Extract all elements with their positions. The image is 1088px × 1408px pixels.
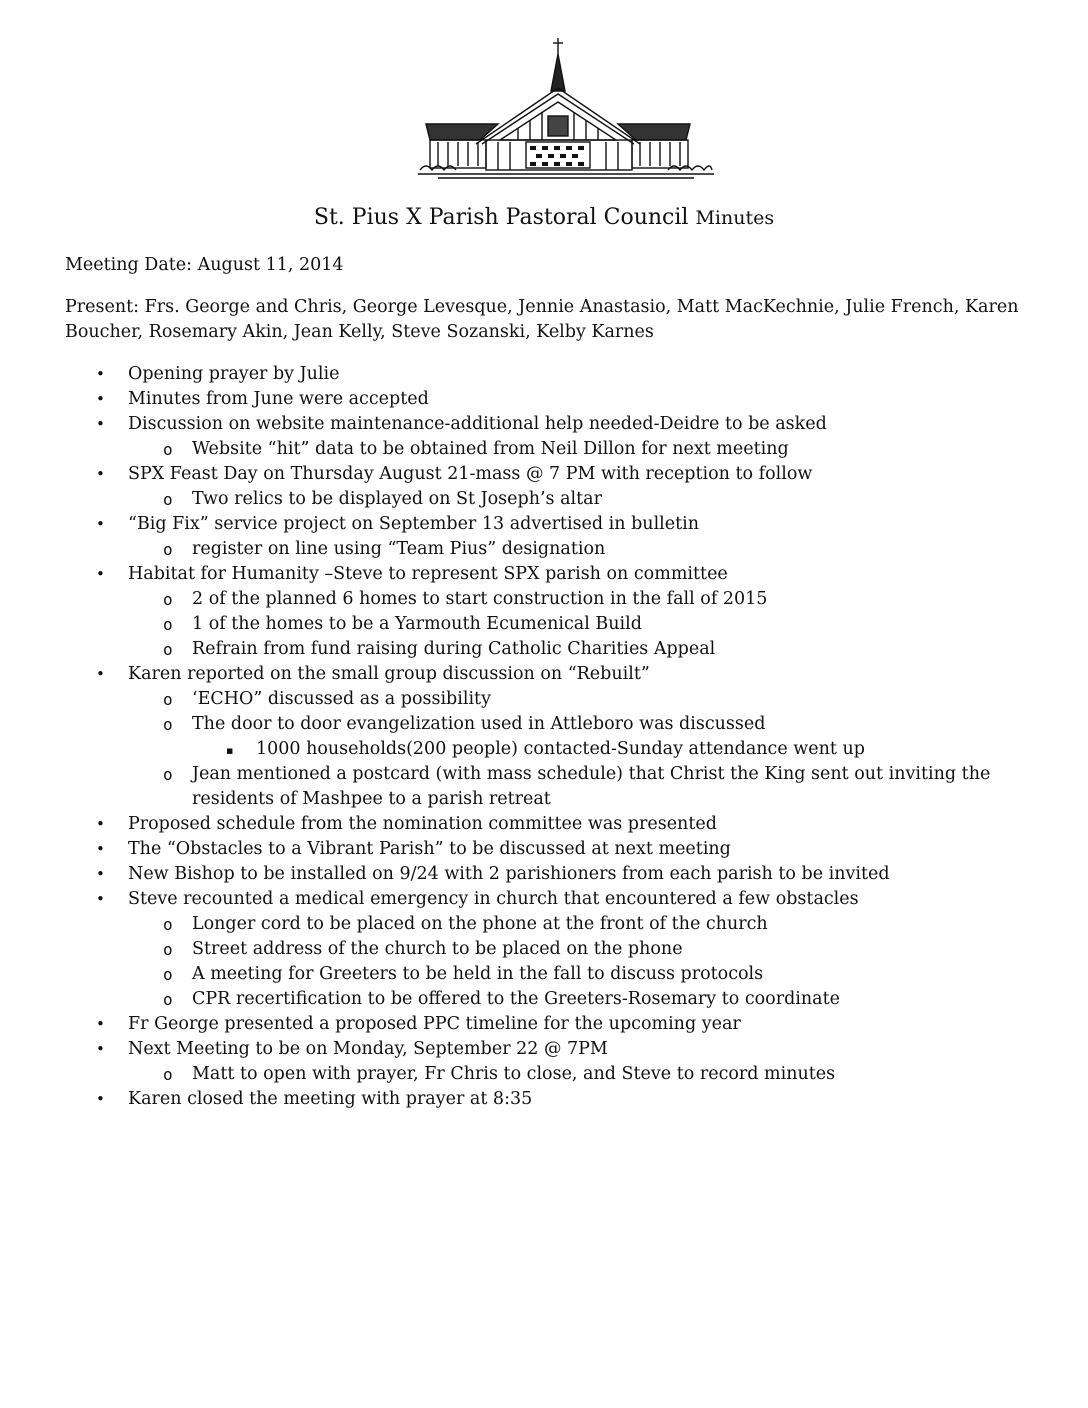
list-item — [0, 937, 1088, 962]
list-item-text: 1 of the homes to be a Yarmouth Ecumenical Build — [192, 614, 642, 634]
list-item — [0, 562, 1088, 587]
list-item — [0, 762, 1088, 812]
list-item — [0, 1037, 1088, 1062]
bullet-marker: • — [96, 465, 105, 483]
list-item — [0, 812, 1088, 837]
list-item-text: Opening prayer by Julie — [128, 364, 340, 384]
list-item — [0, 487, 1088, 512]
sub-bullet-marker: o — [163, 640, 173, 659]
sub-bullet-marker: o — [163, 490, 173, 509]
list-item-text: Website “hit” data to be obtained from Neil Dillon for next meeting — [192, 439, 789, 459]
list-item-text: Habitat for Humanity –Steve to represent SPX parish on committee — [128, 564, 728, 584]
list-item-text: Next Meeting to be on Monday, September 22 @ 7PM — [128, 1039, 608, 1059]
page-title — [0, 203, 1088, 233]
list-item-text: Proposed schedule from the nomination committee was presented — [128, 814, 717, 834]
list-item — [0, 362, 1088, 387]
bullet-marker: • — [96, 890, 105, 908]
list-item-text: The door to door evangelization used in Attleboro was discussed — [192, 714, 766, 734]
list-item — [0, 612, 1088, 637]
list-item-text: New Bishop to be installed on 9/24 with 2 parishioners from each parish to be invited — [128, 864, 890, 884]
attendees-paragraph: Present: Frs. George and Chris, George Levesque, Jennie Anastasio, Matt MacKechnie, Julie French, Karen Boucher, Rosemary Akin, Jean Kelly, Steve Sozanski, Kelby Karnes — [65, 297, 1019, 342]
list-item — [0, 512, 1088, 537]
list-item-text: “Big Fix” service project on September 13 advertised in bulletin — [128, 514, 700, 534]
list-item — [0, 837, 1088, 862]
list-item-text: Refrain from fund raising during Catholic Charities Appeal — [192, 639, 716, 659]
bullet-marker: • — [96, 665, 105, 683]
bullet-marker: • — [96, 815, 105, 833]
minutes-list — [0, 362, 1088, 1112]
bullet-marker: • — [96, 865, 105, 883]
list-item — [0, 1062, 1088, 1087]
bullet-marker: • — [96, 565, 105, 583]
bullet-marker: • — [96, 365, 105, 383]
sub-bullet-marker: o — [163, 940, 173, 959]
list-item-text: Discussion on website maintenance-additional help needed-Deidre to be asked — [128, 414, 827, 434]
page-title-suffix: Minutes — [695, 207, 775, 229]
bullet-marker: • — [96, 390, 105, 408]
sub-bullet-marker: o — [163, 965, 173, 984]
sub-bullet-marker: o — [163, 765, 173, 784]
list-item — [0, 462, 1088, 487]
list-item-text: register on line using “Team Pius” designation — [192, 539, 606, 559]
list-item — [0, 962, 1088, 987]
list-item — [0, 1087, 1088, 1112]
church-logo — [418, 36, 714, 182]
bullet-marker: • — [96, 1040, 105, 1058]
list-item — [0, 587, 1088, 612]
list-item — [0, 737, 1088, 762]
list-item — [0, 637, 1088, 662]
list-item — [0, 662, 1088, 687]
bullet-marker: • — [96, 1015, 105, 1033]
list-item — [0, 862, 1088, 887]
list-item-text: SPX Feast Day on Thursday August 21-mass @ 7 PM with reception to follow — [128, 464, 813, 484]
page-title-main: St. Pius X Parish Pastoral Council — [313, 205, 689, 230]
sub-bullet-marker: o — [163, 590, 173, 609]
bullet-marker: • — [96, 840, 105, 858]
list-item-text: Matt to open with prayer, Fr Chris to close, and Steve to record minutes — [192, 1064, 836, 1084]
sub-bullet-marker: o — [163, 440, 173, 459]
list-item — [0, 687, 1088, 712]
bullet-marker: • — [96, 515, 105, 533]
list-item-text: A meeting for Greeters to be held in the fall to discuss protocols — [192, 964, 764, 984]
list-item-text: Karen closed the meeting with prayer at 8:35 — [128, 1089, 533, 1109]
list-item-text: Fr George presented a proposed PPC timeline for the upcoming year — [128, 1014, 741, 1034]
list-item-text: Two relics to be displayed on St Joseph’s altar — [192, 489, 602, 509]
meeting-date: Meeting Date: August 11, 2014 — [65, 255, 344, 275]
sub-bullet-marker: o — [163, 715, 173, 734]
list-item-text: Longer cord to be placed on the phone at the front of the church — [192, 914, 768, 934]
list-item-text: The “Obstacles to a Vibrant Parish” to be discussed at next meeting — [128, 839, 731, 859]
bullet-marker: • — [96, 1090, 105, 1108]
list-item-text: CPR recertification to be offered to the Greeters-Rosemary to coordinate — [192, 989, 840, 1009]
list-item-text: ‘ECHO” discussed as a possibility — [192, 689, 491, 709]
list-item-text: Street address of the church to be placed on the phone — [192, 939, 683, 959]
bullet-marker: • — [96, 415, 105, 433]
list-item-text: Jean mentioned a postcard (with mass schedule) that Christ the King sent out inviting the residents of Mashpee to a parish retreat — [192, 764, 991, 809]
sub-bullet-marker: o — [163, 540, 173, 559]
list-item — [0, 712, 1088, 737]
list-item — [0, 1012, 1088, 1037]
list-item-text: 2 of the planned 6 homes to start construction in the fall of 2015 — [192, 589, 768, 609]
sub-bullet-marker: o — [163, 690, 173, 709]
list-item — [0, 537, 1088, 562]
list-item — [0, 987, 1088, 1012]
list-item-text: Steve recounted a medical emergency in church that encountered a few obstacles — [128, 889, 859, 909]
square-bullet-marker: ▪ — [226, 744, 234, 757]
list-item-text: Karen reported on the small group discussion on “Rebuilt” — [128, 664, 650, 684]
list-item — [0, 387, 1088, 412]
sub-bullet-marker: o — [163, 615, 173, 634]
sub-bullet-marker: o — [163, 990, 173, 1009]
list-item — [0, 412, 1088, 437]
list-item — [0, 887, 1088, 912]
sub-bullet-marker: o — [163, 915, 173, 934]
list-item-text: Minutes from June were accepted — [128, 389, 429, 409]
list-item — [0, 912, 1088, 937]
sub-bullet-marker: o — [163, 1065, 173, 1084]
list-item-text: 1000 households(200 people) contacted-Sunday attendance went up — [256, 739, 865, 759]
list-item — [0, 437, 1088, 462]
